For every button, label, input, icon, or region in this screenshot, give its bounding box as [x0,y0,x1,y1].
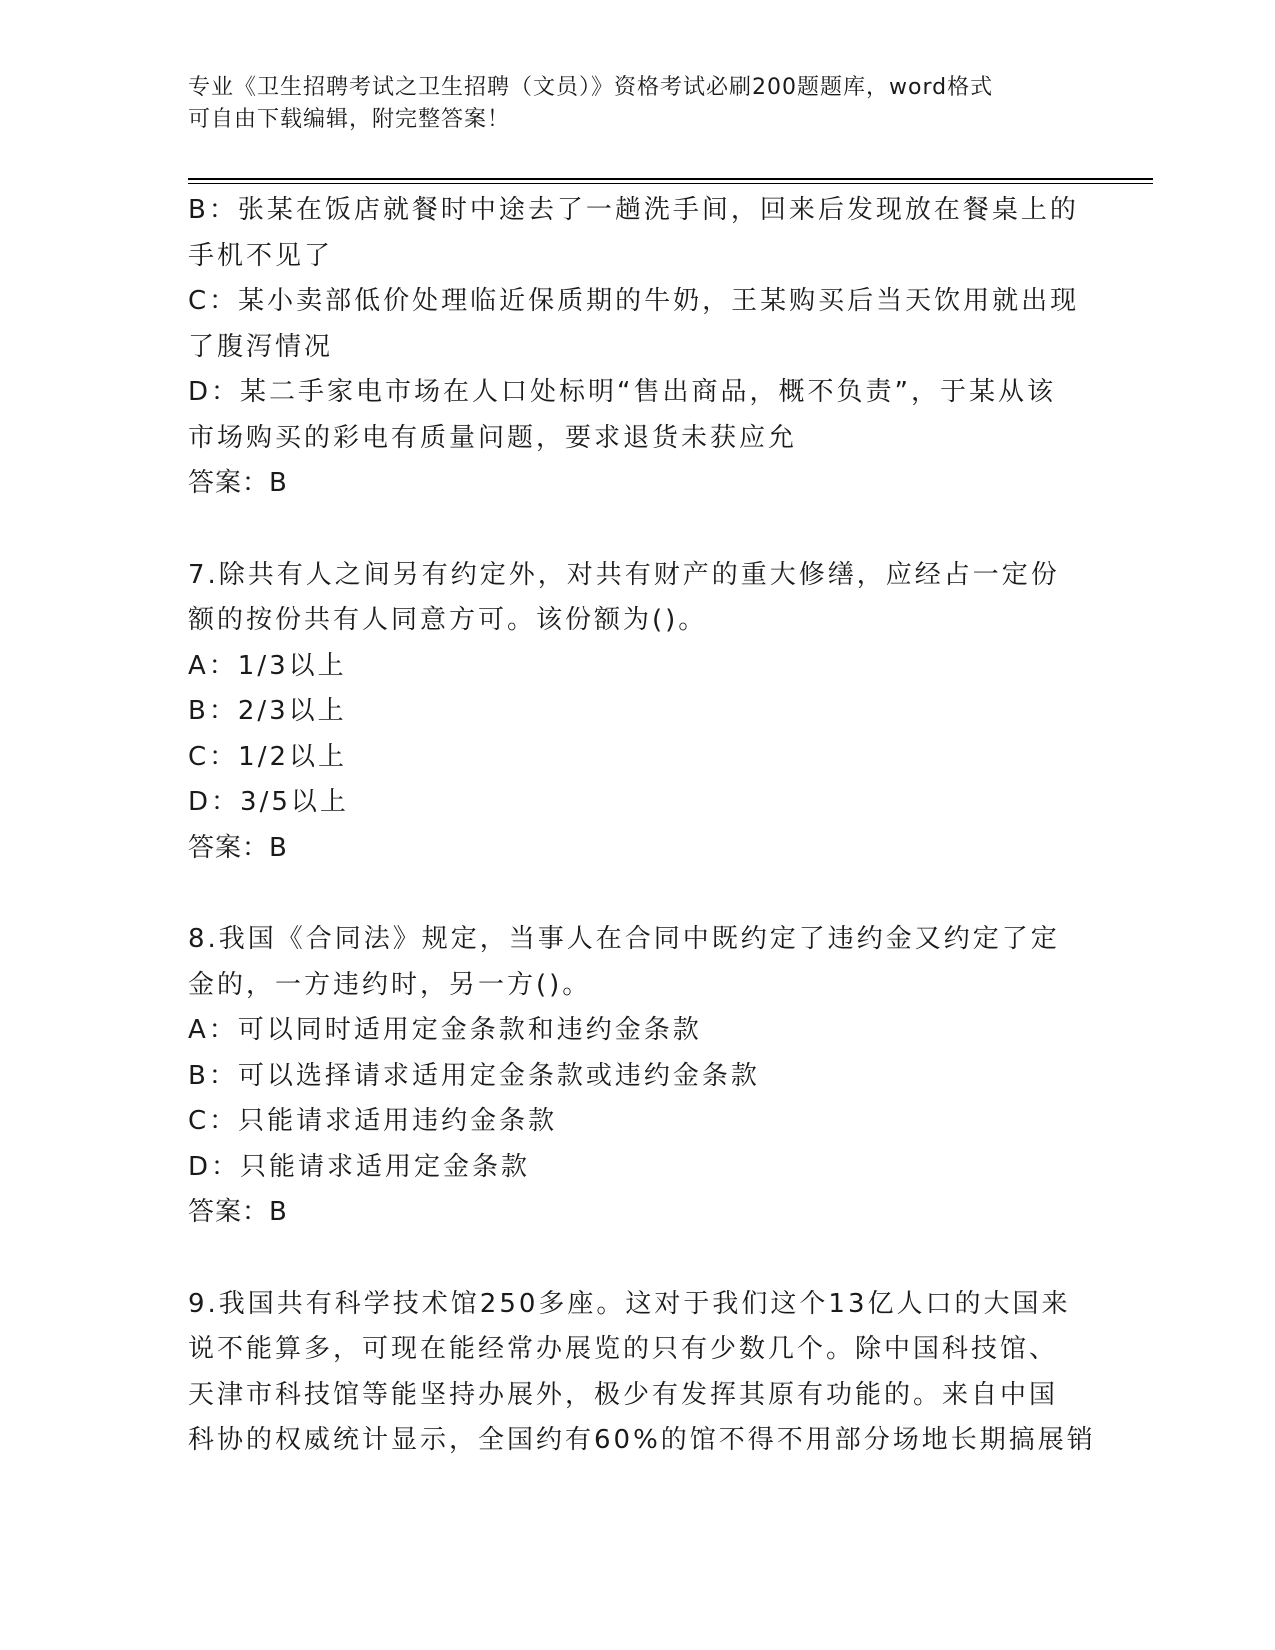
q8-option-d: D：只能请求适用定金条款 [188,1151,531,1182]
q8-option-a: A：可以同时适用定金条款和违约金条款 [188,1015,702,1045]
question-9-block [188,1282,1096,1464]
q8-option-b: B：可以选择请求适用定金条款或违约金条款 [188,1060,760,1091]
q8-stem-line-2: 金的，一方违约时，另一方()。 [188,969,592,1000]
q6-option-c-line-1: C：某小卖部低价处理临近保质期的牛奶，王某购买后当天饮用就出现 [188,286,1080,316]
q7-option-c: C：1/2以上 [188,741,347,772]
q6-option-d-line-1: D：某二手家电市场在人口处标明“售出商品，概不负责”，于某从该 [188,377,1056,407]
spacer [188,1236,1088,1282]
header-rule-thin [188,183,1153,184]
question-6-block [188,188,1088,507]
q7-option-b: B：2/3以上 [188,696,347,726]
question-content [188,188,1096,1464]
q7-stem-line-1: 7.除共有人之间另有约定外，对共有财产的重大修缮，应经占一定份 [188,559,1060,590]
q6-option-d-line-2: 市场购买的彩电有质量问题，要求退货未获应允 [188,422,798,453]
spacer [188,507,1088,553]
q6-option-b-line-2: 手机不见了 [188,240,334,271]
spacer [188,871,1088,917]
q9-stem-line-2: 说不能算多，可现在能经常办展览的只有少数几个。除中国科技馆、 [188,1334,1059,1364]
header-line-2: 可自由下载编辑，附完整答案！ [188,107,511,132]
header-line-1: 专业《卫生招聘考试之卫生招聘（文员）》资格考试必刷200题题库，word格式 [188,75,994,100]
q6-option-c-line-2: 了腹泻情况 [188,331,334,362]
page-header [188,72,1088,136]
header-rule-thick [188,178,1153,180]
q8-option-c: C：只能请求适用违约金条款 [188,1106,558,1136]
q9-stem-line-3: 天津市科技馆等能坚持办展外，极少有发挥其原有功能的。来自中国 [188,1379,1059,1410]
q9-stem-line-1: 9.我国共有科学技术馆250多座。这对于我们这个13亿人口的大国来 [188,1288,1071,1319]
q8-answer: 答案：B [188,1197,288,1227]
question-7-block [188,553,1088,872]
q9-stem-line-4: 科协的权威统计显示，全国约有60%的馆不得不用部分场地长期搞展销 [188,1425,1096,1455]
q7-option-a: A：1/3以上 [188,650,347,681]
q6-option-b-line-1: B：张某在饭店就餐时中途去了一趟洗手间，回来后发现放在餐桌上的 [188,195,1079,225]
q8-stem-line-1: 8.我国《合同法》规定，当事人在合同中既约定了违约金又约定了定 [188,924,1060,954]
q7-option-d: D：3/5以上 [188,787,349,817]
q6-answer: 答案：B [188,468,288,498]
q7-stem-line-2: 额的按份共有人同意方可。该份额为()。 [188,605,708,635]
question-8-block [188,917,1088,1236]
q7-answer: 答案：B [188,832,288,863]
